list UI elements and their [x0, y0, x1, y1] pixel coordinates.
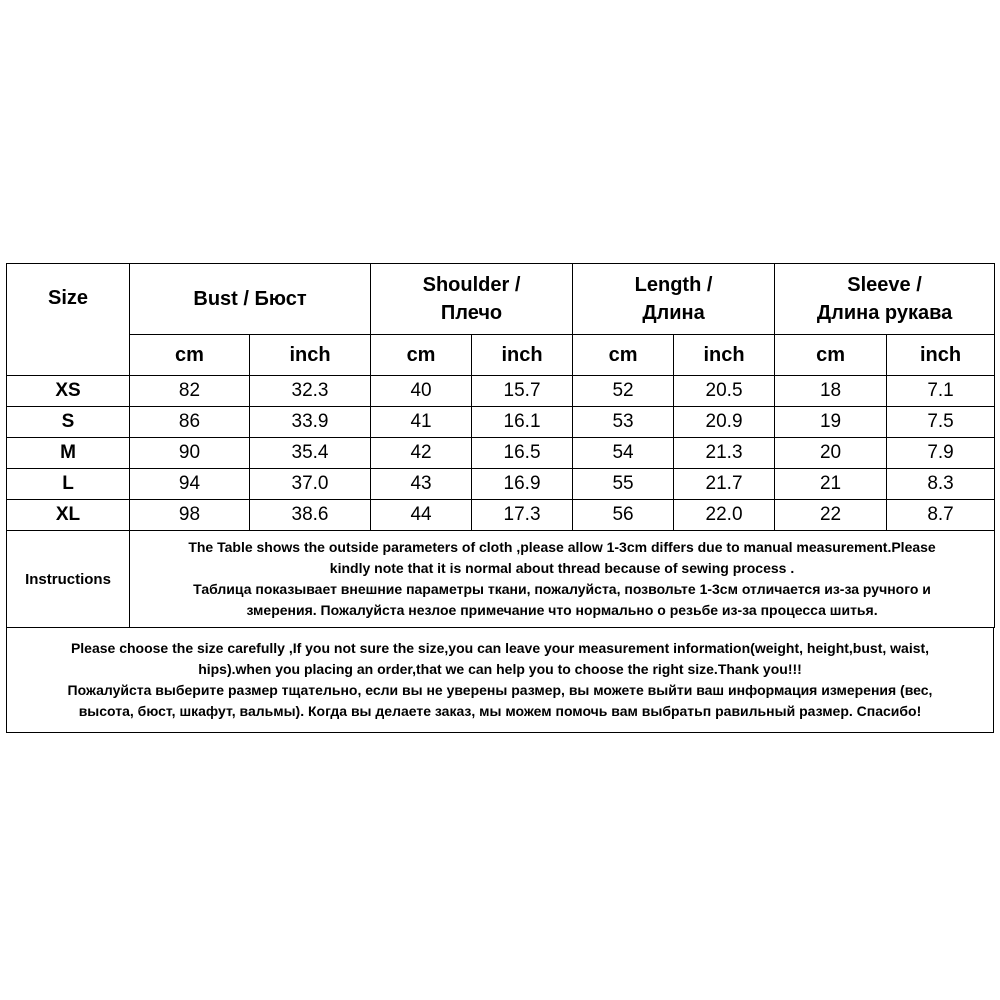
table-cell: 42: [371, 438, 472, 469]
unit-cell: inch: [472, 335, 573, 376]
size-chart: [6, 263, 994, 733]
table-cell: 52: [573, 376, 674, 407]
table-cell: 22: [775, 500, 887, 531]
size-label: XL: [7, 500, 130, 531]
table-cell: 7.9: [887, 438, 995, 469]
instructions-line: змерения. Пожалуйста незлое примечание что нормально о резьбе из-за процесса шитья.: [246, 602, 878, 618]
table-cell: 33.9: [250, 407, 371, 438]
table-cell: 56: [573, 500, 674, 531]
size-label: XS: [7, 376, 130, 407]
note-line: Please choose the size carefully ,If you not sure the size,you can leave your measurement information(weight, height,bust, waist,: [70, 640, 930, 656]
bust-header: Bust / Бюст: [130, 264, 371, 335]
unit-cell: inch: [674, 335, 775, 376]
unit-cell: cm: [371, 335, 472, 376]
unit-cell: cm: [775, 335, 887, 376]
table-cell: 16.9: [472, 469, 573, 500]
table-cell: 86: [130, 407, 250, 438]
size-note: [6, 628, 994, 733]
instructions-text: [130, 531, 995, 628]
note-line: hips).when you placing an order,that we can help you to choose the right size.Thank you!!!: [198, 661, 802, 677]
table-cell: 7.5: [887, 407, 995, 438]
table-row: [7, 438, 995, 469]
table-cell: 44: [371, 500, 472, 531]
table-row: [7, 407, 995, 438]
table-cell: 21.3: [674, 438, 775, 469]
table-cell: 7.1: [887, 376, 995, 407]
table-cell: 55: [573, 469, 674, 500]
table-cell: 94: [130, 469, 250, 500]
table-cell: 8.7: [887, 500, 995, 531]
instructions-line: Таблица показывает внешние параметры ткани, пожалуйста, позвольте 1-3см отличается из-за ручного и: [193, 581, 931, 597]
table-cell: 16.5: [472, 438, 573, 469]
unit-cell: cm: [573, 335, 674, 376]
header-row: [7, 264, 995, 335]
sleeve-header: Sleeve / Длина рукава: [775, 264, 995, 335]
table-cell: 20.9: [674, 407, 775, 438]
size-label: S: [7, 407, 130, 438]
unit-cell: inch: [250, 335, 371, 376]
table-cell: 21.7: [674, 469, 775, 500]
note-line: Пожалуйста выберите размер тщательно, если вы не уверены размер, вы можете выйти ваш информация измерения (вес,: [67, 682, 933, 698]
table-cell: 15.7: [472, 376, 573, 407]
unit-row: [7, 335, 995, 376]
length-header: Length / Длина: [573, 264, 775, 335]
table-cell: 17.3: [472, 500, 573, 531]
table-cell: 98: [130, 500, 250, 531]
table-cell: 8.3: [887, 469, 995, 500]
shoulder-header: Shoulder / Плечо: [371, 264, 573, 335]
table-cell: 90: [130, 438, 250, 469]
table-cell: 40: [371, 376, 472, 407]
table-row: [7, 469, 995, 500]
table-cell: 20.5: [674, 376, 775, 407]
instructions-row: [7, 531, 995, 628]
unit-cell: cm: [130, 335, 250, 376]
size-label: L: [7, 469, 130, 500]
size-header: Size: [7, 264, 130, 376]
table-cell: 38.6: [250, 500, 371, 531]
size-table: [6, 263, 995, 628]
table-cell: 53: [573, 407, 674, 438]
table-cell: 22.0: [674, 500, 775, 531]
table-cell: 21: [775, 469, 887, 500]
table-cell: 20: [775, 438, 887, 469]
instructions-line: The Table shows the outside parameters of cloth ,please allow 1-3cm differs due to manual measurement.Please: [188, 539, 936, 555]
note-line: высота, бюст, шкафут, вальмы). Когда вы делаете заказ, мы можем помочь вам выбратьп равильный размер. Спасибо!: [78, 703, 922, 719]
size-label: M: [7, 438, 130, 469]
instructions-line: kindly note that it is normal about thread because of sewing process .: [329, 560, 795, 576]
table-cell: 37.0: [250, 469, 371, 500]
instructions-label: Instructions: [7, 531, 130, 628]
table-cell: 19: [775, 407, 887, 438]
unit-cell: inch: [887, 335, 995, 376]
table-cell: 35.4: [250, 438, 371, 469]
table-cell: 82: [130, 376, 250, 407]
table-cell: 54: [573, 438, 674, 469]
table-cell: 18: [775, 376, 887, 407]
table-row: [7, 376, 995, 407]
table-cell: 32.3: [250, 376, 371, 407]
table-cell: 16.1: [472, 407, 573, 438]
table-cell: 43: [371, 469, 472, 500]
table-row: [7, 500, 995, 531]
table-cell: 41: [371, 407, 472, 438]
